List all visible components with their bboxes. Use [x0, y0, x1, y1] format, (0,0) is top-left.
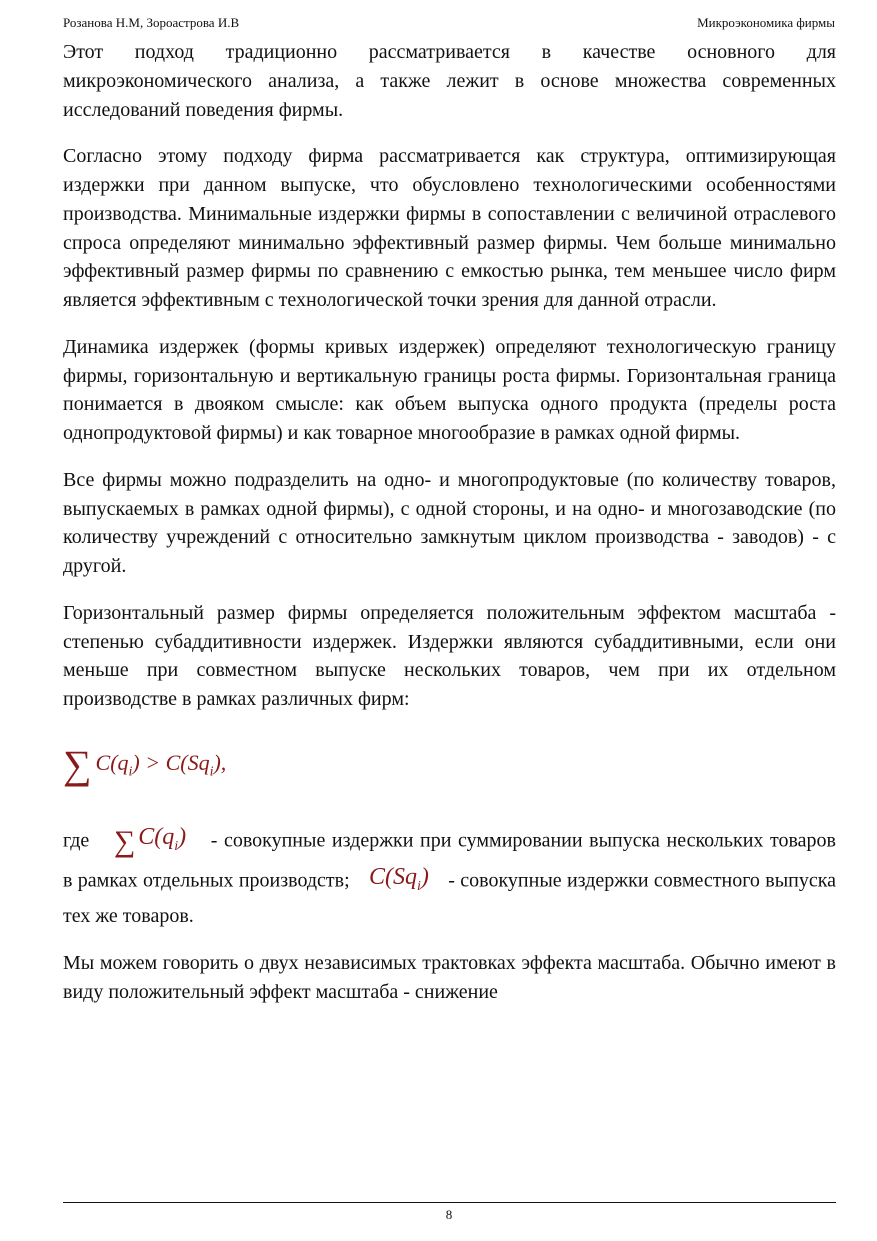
- inline-formula-joint: $C(Sq_i)$: [369, 863, 429, 894]
- where-lead: где: [63, 829, 90, 852]
- paragraph-last: Мы можем говорить о двух независимых трактовках эффекта масштаба. Обычно имеют в виду положительный эффект масштаба - снижение: [63, 952, 836, 1004]
- paragraph-3: Динамика издержек (формы кривых издержек) определяют технологическую границу фирмы, горизонтальную и вертикальную границы роста фирмы. Горизонтальная граница понимается в двояком смысле: как объем выпуска одного продукта (пределы роста однопродуктовой фирмы) и как товарное многообразие в рамках одной фирмы.: [63, 335, 836, 444]
- where-text-1: - совокупные издержки при суммировании выпуска нескольких товаров в рамках отдельных производств;: [63, 829, 836, 892]
- paragraph-4: Все фирмы можно подразделить на одно- и многопродуктовые (по количеству товаров, выпускаемых в рамках одной фирмы), с одной стороны, и на одно- и многозаводские (по количеству учреждений с относительно замкнутым циклом производства - заводов) - с другой.: [63, 468, 836, 577]
- paragraph-1: Этот подход традиционно рассматривается в качестве основного для микроэкономического анализа, а также лежит в основе множества современных исследований поведения фирмы.: [63, 41, 836, 121]
- subadditivity-formula: [63, 732, 836, 798]
- formula-expression: $C(q_i) > C(Sq_i)$,: [95, 749, 227, 779]
- paragraph-5: Горизонтальный размер фирмы определяется положительным эффектом масштаба - степенью субаддитивности издержек. Издержки являются субаддитивными, если они меньше при совместном выпуске нескольких товаров, чем при их отдельном производстве в рамках различных фирм:: [63, 601, 836, 710]
- formula-display: [63, 741, 227, 787]
- sum-symbol: ∑: [63, 741, 92, 787]
- header-title: Микроэкономика фирмы: [697, 15, 835, 30]
- paragraph-2: Согласно этому подходу фирма рассматривается как структура, оптимизирующая издержки при данном выпуске, что обусловлено технологическими особенностями производства. Минимальные издержки фирмы в сопоставлении с величиной отраслевого спроса определяют минимально эффективный размер фирмы. Чем больше минимально эффективный размер фирмы по сравнению с емкостью рынка, тем меньшее число фирм является эффективным с технологической точки зрения для данной отрасли.: [63, 145, 836, 311]
- footer-divider: [63, 1202, 836, 1203]
- header-authors: Розанова Н.М, Зороастрова И.В: [63, 15, 240, 30]
- where-paragraph: [63, 822, 836, 932]
- inline-formula-sum: ∑ $C(q_i)$: [113, 823, 187, 858]
- where-text-2: - совокупные издержки совместного выпуска тех же товаров.: [63, 869, 837, 928]
- page-content: [63, 38, 836, 1007]
- page-number: 8: [445, 1207, 453, 1222]
